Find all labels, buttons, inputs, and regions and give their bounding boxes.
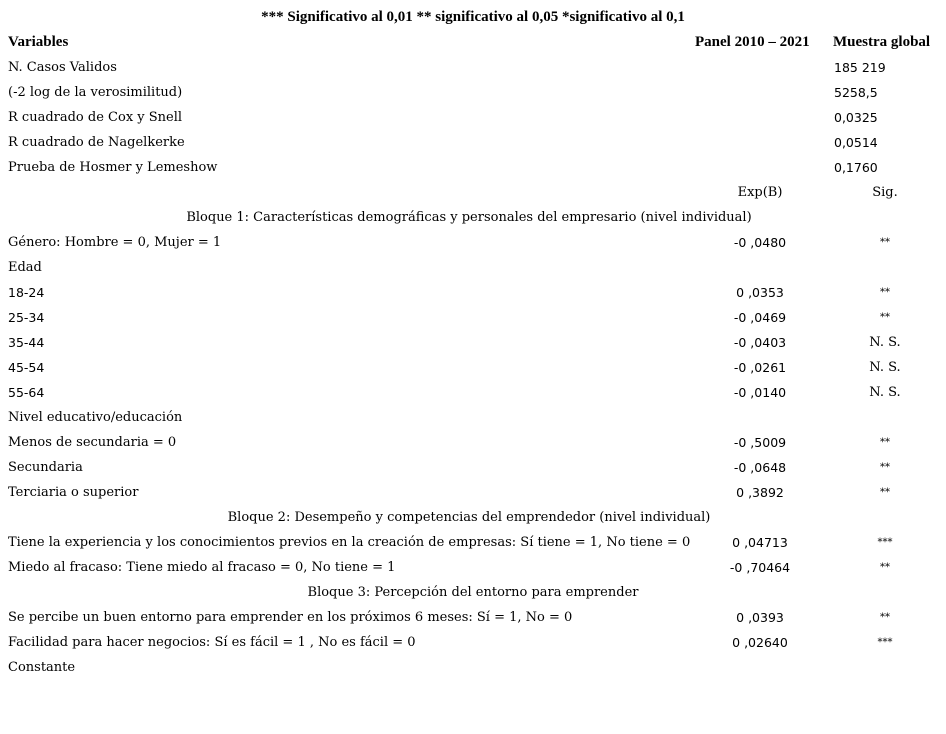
expb-value: 0 ,02640 xyxy=(732,635,788,650)
variable-label: Nivel educativo/educación xyxy=(8,410,183,425)
model-stat-row xyxy=(0,80,946,105)
significance-value: ** xyxy=(880,287,890,298)
block-title: Bloque 3: Percepción del entorno para emprender xyxy=(307,585,639,600)
stat-label: Prueba de Hosmer y Lemeshow xyxy=(8,160,218,175)
expb-value: -0 ,0403 xyxy=(733,335,787,350)
significance-value: N. S. xyxy=(869,385,901,400)
expb-value: -0 ,5009 xyxy=(733,435,787,450)
variable-label: Edad xyxy=(8,260,42,275)
model-stat-row xyxy=(0,130,946,155)
expb-value: 0 ,3892 xyxy=(736,485,784,500)
table-row xyxy=(0,230,946,255)
expb-value: -0 ,0261 xyxy=(733,360,787,375)
stat-value: 0,0325 xyxy=(834,110,878,125)
expb-value: -0 ,0648 xyxy=(733,460,787,475)
variable-label: Se percibe un buen entorno para emprender en los próximos 6 meses: Sí = 1, No = 0 xyxy=(8,610,573,625)
table-row xyxy=(0,530,946,555)
expb-value: -0 ,0469 xyxy=(733,310,787,325)
model-stat-row xyxy=(0,105,946,130)
significance-value: *** xyxy=(877,637,893,648)
table-row xyxy=(0,330,946,355)
header-global-sample: Muestra global xyxy=(833,34,931,50)
table-header-row xyxy=(0,30,946,55)
variable-label: Secundaria xyxy=(8,460,83,475)
expb-value: -0 ,0140 xyxy=(733,385,787,400)
variable-label: Género: Hombre = 0, Mujer = 1 xyxy=(8,235,222,250)
table-row xyxy=(0,430,946,455)
significance-value: ** xyxy=(880,462,890,473)
variable-label: Miedo al fracaso: Tiene miedo al fracaso = 0, No tiene = 1 xyxy=(8,560,396,575)
table-row xyxy=(0,655,946,680)
table-row xyxy=(0,480,946,505)
model-stat-row xyxy=(0,55,946,80)
coefficient-header-row xyxy=(0,180,946,205)
table-row xyxy=(0,280,946,305)
variable-label: Terciaria o superior xyxy=(8,485,139,500)
stat-value: 5258,5 xyxy=(834,85,878,100)
table-row xyxy=(0,455,946,480)
header-variables: Variables xyxy=(8,34,69,50)
table-row xyxy=(0,605,946,630)
significance-value: ** xyxy=(880,312,890,323)
variable-label: Constante xyxy=(8,660,76,675)
table-row xyxy=(0,255,946,280)
significance-legend: *** Significativo al 0,01 ** significativo al 0,05 *significativo al 0,1 xyxy=(261,9,685,25)
stat-label: R cuadrado de Cox y Snell xyxy=(8,110,183,125)
stat-value: 0,1760 xyxy=(834,160,878,175)
significance-value: ** xyxy=(880,237,890,248)
table-row xyxy=(0,630,946,655)
expb-value: 0 ,0353 xyxy=(736,285,784,300)
block-title: Bloque 2: Desempeño y competencias del emprendedor (nivel individual) xyxy=(227,510,711,525)
table-row xyxy=(0,305,946,330)
significance-value: ** xyxy=(880,437,890,448)
variable-label: Facilidad para hacer negocios: Sí es fácil = 1 , No es fácil = 0 xyxy=(8,635,416,650)
expb-value: 0 ,0393 xyxy=(736,610,784,625)
table-row xyxy=(0,380,946,405)
variable-label: 25-34 xyxy=(8,310,45,325)
table-row xyxy=(0,405,946,430)
block-1-title-row xyxy=(0,205,946,230)
significance-value: *** xyxy=(877,537,893,548)
header-panel: Panel 2010 – 2021 xyxy=(695,34,810,50)
variable-label: 18-24 xyxy=(8,285,45,300)
stat-label: (-2 log de la verosimilitud) xyxy=(8,85,183,100)
block-title: Bloque 1: Características demográficas y personales del empresario (nivel individual) xyxy=(186,210,752,225)
significance-value: ** xyxy=(880,562,890,573)
variable-label: Menos de secundaria = 0 xyxy=(8,435,177,450)
significance-value: ** xyxy=(880,487,890,498)
expb-value: 0 ,04713 xyxy=(732,535,788,550)
block-3-title-row xyxy=(0,580,946,605)
stat-value: 0,0514 xyxy=(834,135,878,150)
stat-label: N. Casos Validos xyxy=(8,60,117,75)
stat-value: 185 219 xyxy=(834,60,886,75)
variable-label: Tiene la experiencia y los conocimientos previos en la creación de empresas: Sí tiene = 1, No tiene = 0 xyxy=(8,535,691,550)
significance-value: N. S. xyxy=(869,360,901,375)
header-sig: Sig. xyxy=(872,185,898,200)
variable-label: 35-44 xyxy=(8,335,45,350)
block-2-title-row xyxy=(0,505,946,530)
significance-value: N. S. xyxy=(869,335,901,350)
stat-label: R cuadrado de Nagelkerke xyxy=(8,135,185,150)
variable-label: 45-54 xyxy=(8,360,45,375)
variable-label: 55-64 xyxy=(8,385,45,400)
expb-value: -0 ,0480 xyxy=(733,235,787,250)
table-row xyxy=(0,355,946,380)
table-row xyxy=(0,555,946,580)
model-stat-row xyxy=(0,155,946,180)
significance-value: ** xyxy=(880,612,890,623)
header-expb: Exp(B) xyxy=(737,185,783,200)
expb-value: -0 ,70464 xyxy=(729,560,791,575)
